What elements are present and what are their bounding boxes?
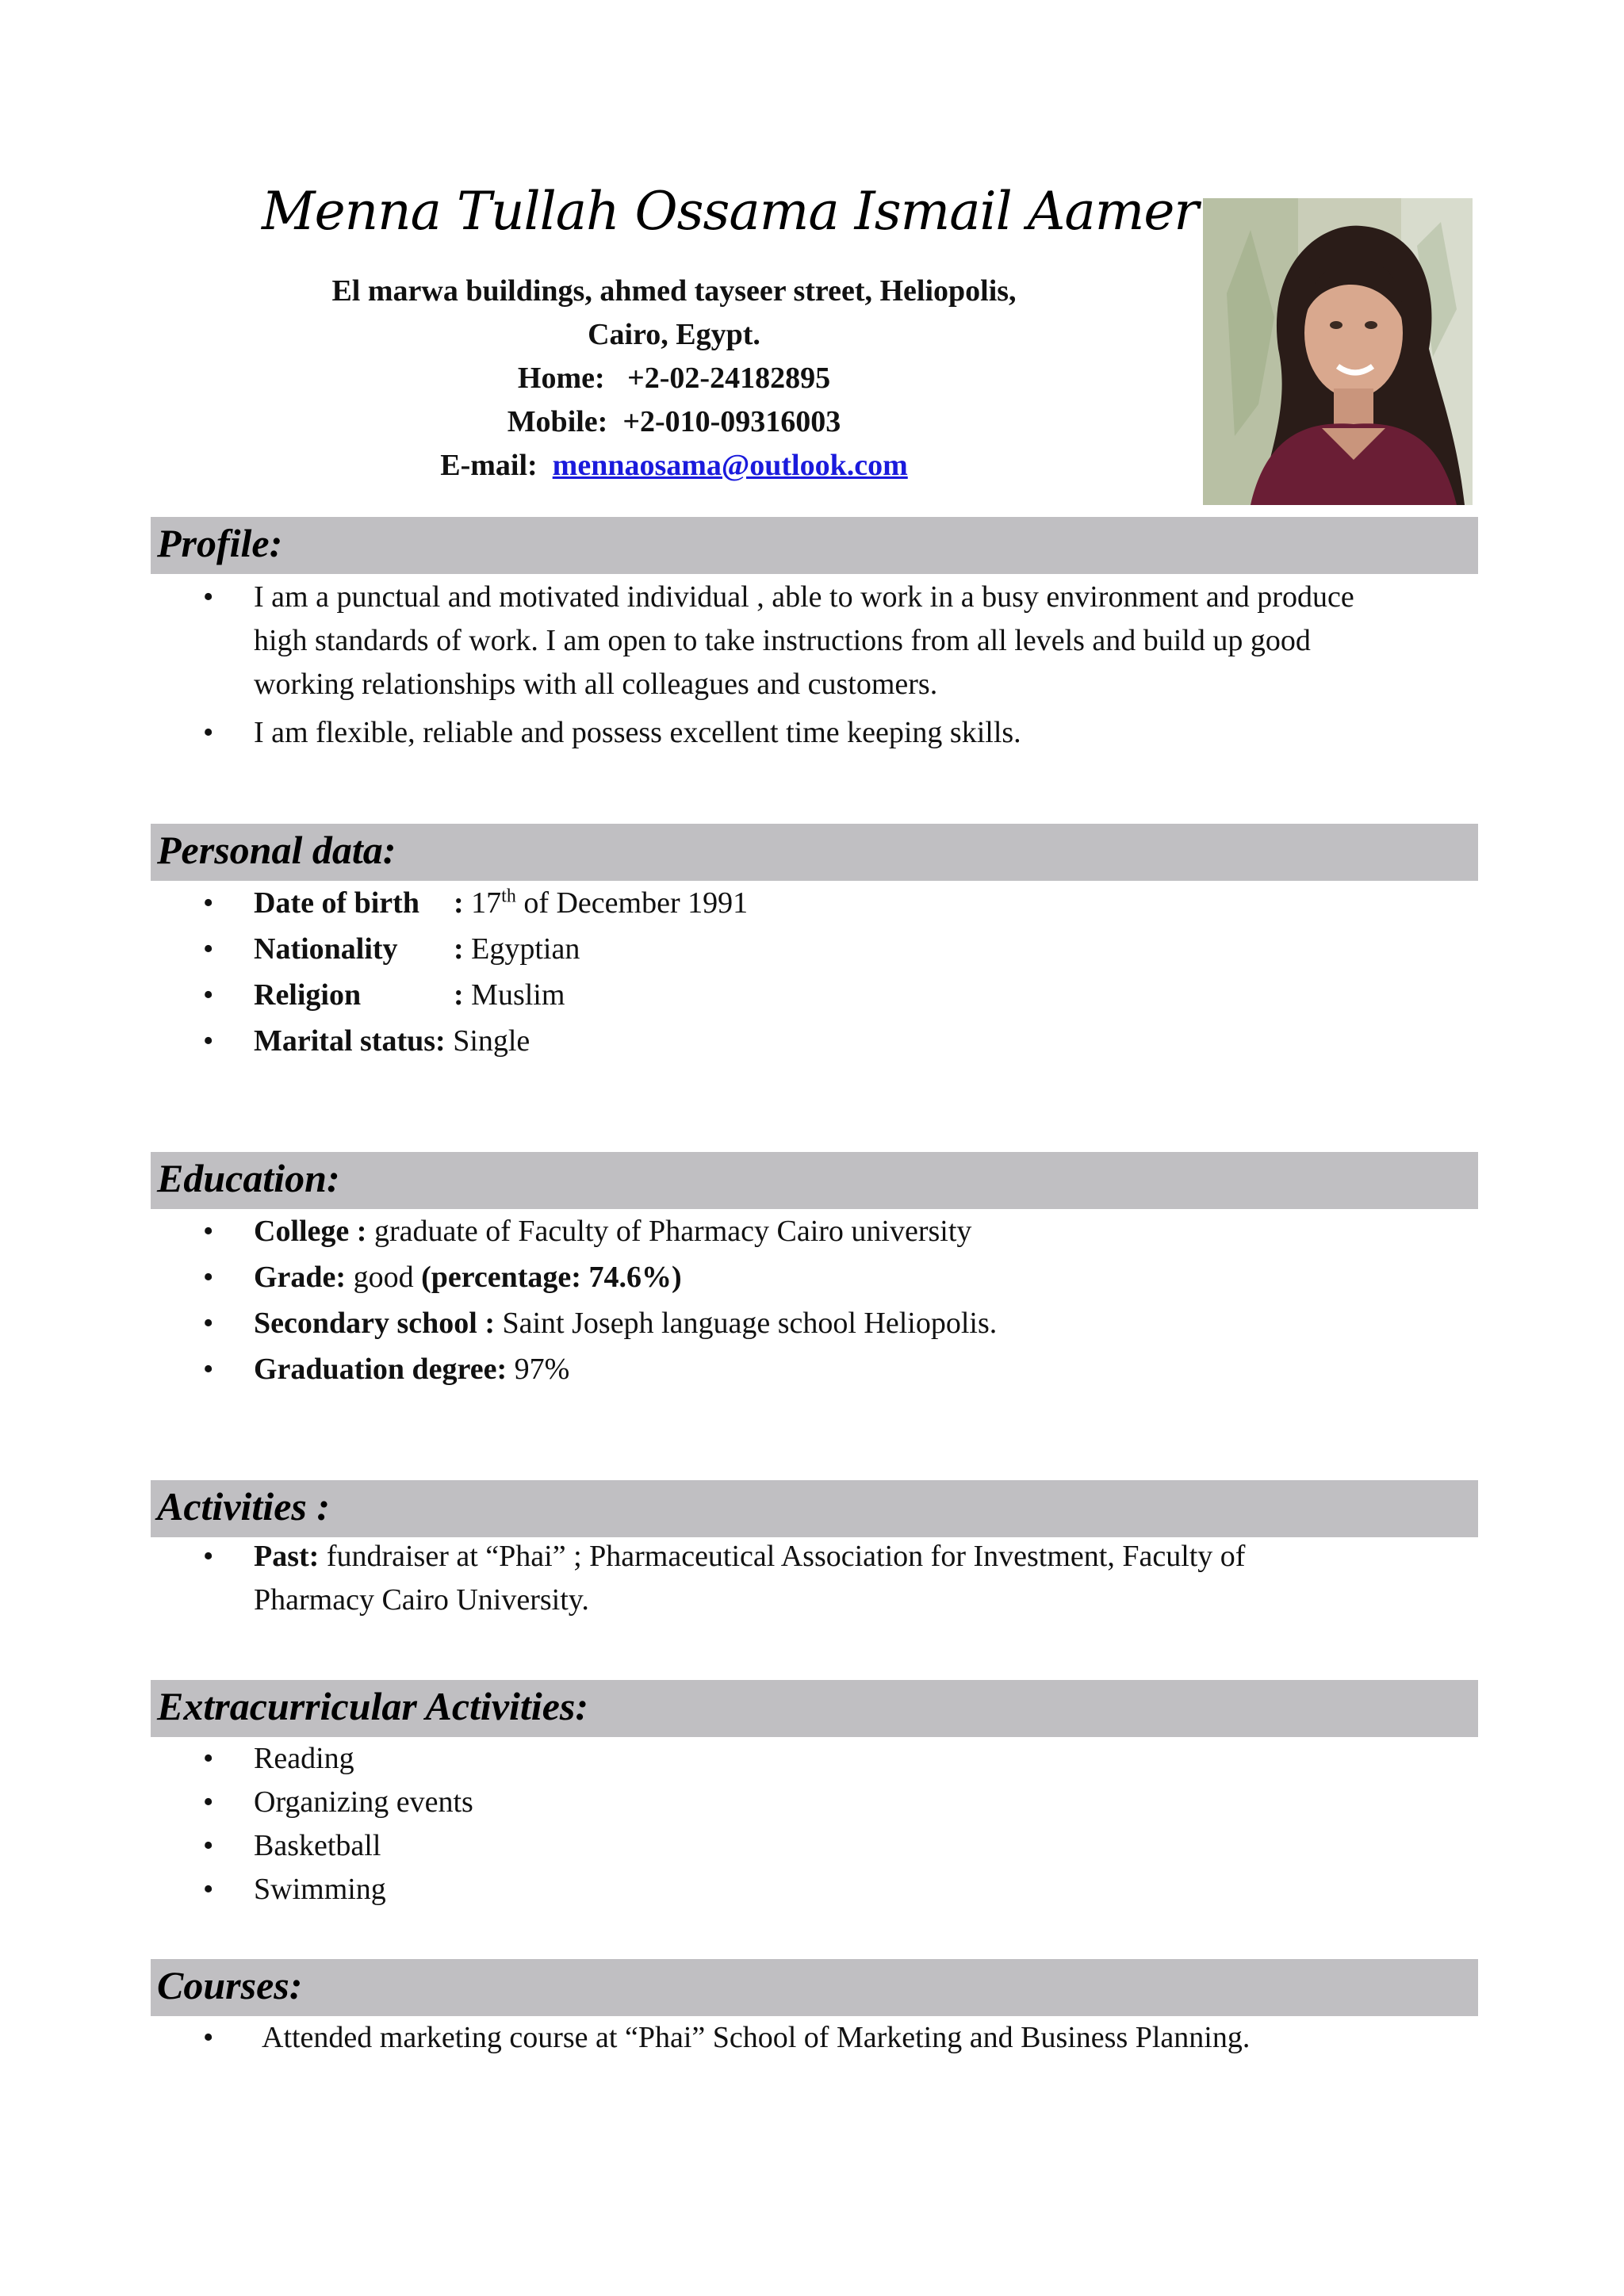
profile-line: • I am a punctual and motivated individual , able to work in a busy environment and produce [254, 580, 1354, 614]
portrait-image [1203, 198, 1473, 505]
education-list [198, 1208, 1467, 1392]
activities-title: Activities : [157, 1484, 330, 1529]
list-item [198, 1018, 1467, 1064]
list-item [198, 1346, 1467, 1392]
list-item: • Date of birth : 17th of December 1991 [198, 880, 1467, 926]
list-item: • Nationality : Egyptian [198, 926, 1467, 972]
religion-label: Religion [254, 978, 362, 1012]
activities-list [198, 1535, 1467, 1622]
grade-percentage: (percentage: 74.6%) [421, 1261, 682, 1294]
email [198, 444, 1150, 488]
college-value: graduate of Faculty of Pharmacy Cairo university [373, 1215, 972, 1248]
extracurricular-title: Extracurricular Activities: [157, 1684, 588, 1728]
education-header [151, 1152, 1478, 1209]
extracurricular-header [151, 1680, 1478, 1737]
home-phone [198, 357, 1150, 400]
dob-rest: of December 1991 [523, 886, 749, 920]
applicant-name: Menna Tullah Ossama Ismail Aamer [262, 181, 1198, 242]
list-item: • Organizing events [198, 1781, 1467, 1824]
graduation-label: Graduation degree: [254, 1353, 508, 1386]
profile-list [198, 576, 1467, 755]
profile-line: working relationships with all colleagues and customers. [254, 668, 938, 701]
courses-list [198, 2016, 1467, 2060]
home-phone-value: +2-02-24182895 [627, 362, 831, 395]
college-label: College : [254, 1215, 367, 1248]
courses-title: Courses: [157, 1963, 303, 2007]
list-item: • Religion : Muslim [198, 972, 1467, 1018]
mobile-phone-label: Mobile: [507, 405, 608, 438]
nationality-value: Egyptian [471, 932, 580, 966]
dob-day: 17 [471, 886, 502, 920]
mobile-phone-value: +2-010-09316003 [622, 405, 841, 438]
list-item: • Attended marketing course at “Phai” School of Marketing and Business Planning. [198, 2016, 1467, 2060]
personal-data-title: Personal data: [157, 828, 396, 872]
secondary-value: Saint Joseph language school Heliopolis. [502, 1307, 998, 1340]
email-label: E-mail: [440, 449, 538, 482]
dob-suffix: th [501, 886, 516, 907]
list-item [198, 1535, 1467, 1622]
dob-label: Date of birth [254, 886, 419, 920]
profile-header [151, 517, 1478, 574]
courses-header [151, 1959, 1478, 2016]
grade-value: good [353, 1261, 414, 1294]
list-item: • Swimming [198, 1868, 1467, 1911]
marital-label: Marital status: [254, 1024, 446, 1058]
profile-photo [1203, 198, 1473, 505]
contact-block [198, 270, 1150, 488]
profile-line: • I am flexible, reliable and possess excellent time keeping skills. [254, 716, 1021, 749]
nationality-label: Nationality [254, 932, 398, 966]
grade-label: Grade: [254, 1261, 347, 1294]
personal-data-header [151, 824, 1478, 881]
religion-value: Muslim [471, 978, 565, 1012]
extracurricular-list [198, 1737, 1467, 1911]
address-line-1: El marwa buildings, ahmed tayseer street, Heliopolis, [331, 274, 1017, 308]
list-item [198, 1254, 1467, 1300]
list-item [198, 576, 1467, 706]
list-item: • Reading [198, 1737, 1467, 1781]
secondary-label: Secondary school : [254, 1307, 495, 1340]
activities-header [151, 1480, 1478, 1537]
profile-title: Profile: [157, 521, 283, 565]
past-line-1: fundraiser at “Phai” ; Pharmaceutical Association for Investment, Faculty of [326, 1540, 1246, 1573]
graduation-value: 97% [514, 1353, 570, 1386]
email-link[interactable]: mennaosama@outlook.com [552, 449, 908, 482]
address-line-2: Cairo, Egypt. [588, 318, 760, 351]
mobile-phone [198, 400, 1150, 444]
personal-data-list [198, 880, 1467, 1064]
past-line-2: Pharmacy Cairo University. [254, 1583, 589, 1617]
list-item [198, 1300, 1467, 1346]
list-item [198, 711, 1467, 755]
past-label: Past: [254, 1540, 320, 1573]
home-phone-label: Home: [517, 362, 605, 395]
list-item: • Basketball [198, 1824, 1467, 1868]
marital-value: Single [453, 1024, 530, 1058]
profile-line: high standards of work. I am open to take instructions from all levels and build up good [254, 624, 1311, 657]
list-item [198, 1208, 1467, 1254]
education-title: Education: [157, 1156, 340, 1200]
